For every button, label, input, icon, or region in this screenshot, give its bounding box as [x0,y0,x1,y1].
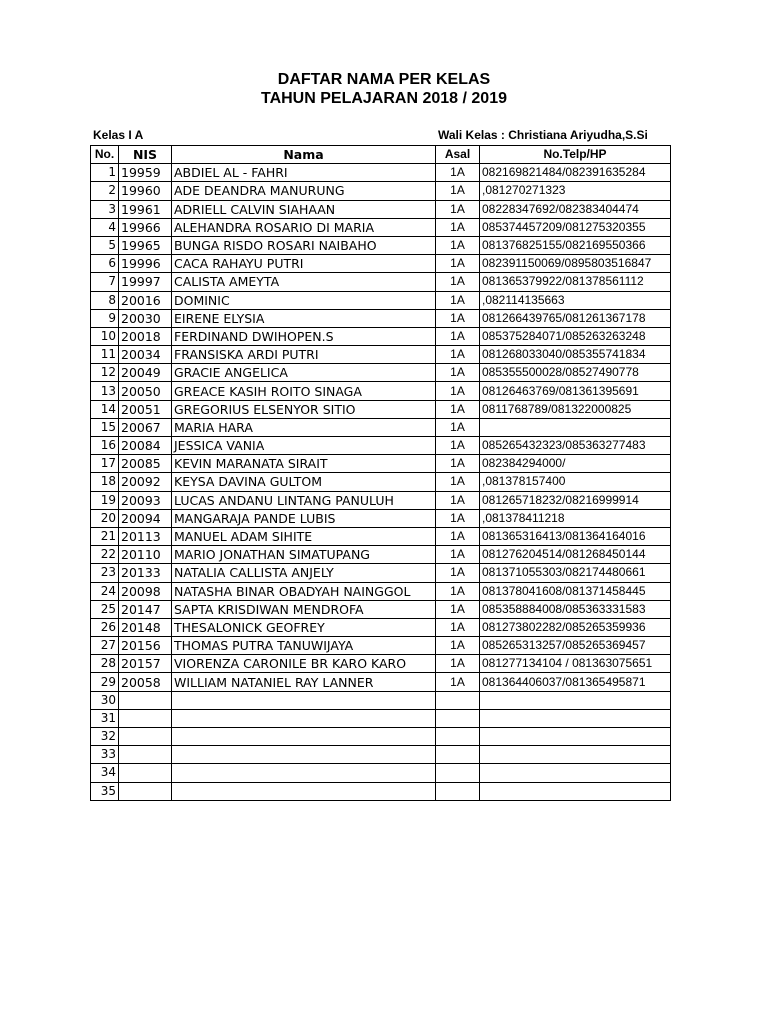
cell-asal: 1A [436,437,480,455]
cell-no: 11 [91,346,119,364]
table-row [91,418,671,436]
cell-asal: 1A [436,564,480,582]
cell-nama: MARIO JONATHAN SIMATUPANG [172,546,436,564]
cell-nama [172,782,436,800]
cell-nis: 20051 [119,400,172,418]
cell-nama: DOMINIC [172,291,436,309]
table-row [91,564,671,582]
table-row [91,527,671,545]
table-row [91,491,671,509]
cell-telp: 082391150069/0895803516847 [480,255,671,273]
cell-telp: 081364406037/081365495871 [480,673,671,691]
cell-asal: 1A [436,618,480,636]
cell-nis: 19997 [119,273,172,291]
cell-no: 25 [91,600,119,618]
cell-telp: 085374457209/081275320355 [480,218,671,236]
cell-asal: 1A [436,382,480,400]
cell-nis: 20113 [119,527,172,545]
cell-asal [436,764,480,782]
document-subtitle: TAHUN PELAJARAN 2018 / 2019 [260,90,507,107]
table-row [91,273,671,291]
cell-asal: 1A [436,327,480,345]
cell-nama [172,709,436,727]
cell-nis: 20133 [119,564,172,582]
cell-asal: 1A [436,637,480,655]
cell-nama: CALISTA AMEYTA [172,273,436,291]
cell-telp: 082169821484/082391635284 [480,164,671,182]
cell-no: 16 [91,437,119,455]
cell-asal [436,782,480,800]
cell-telp: 081266439765/081261367178 [480,309,671,327]
cell-asal: 1A [436,218,480,236]
cell-asal: 1A [436,600,480,618]
cell-nis: 20030 [119,309,172,327]
column-header-nama: Nama [172,146,436,164]
cell-nama: THESALONICK GEOFREY [172,618,436,636]
cell-nis: 20093 [119,491,172,509]
cell-telp: 081376825155/082169550366 [480,236,671,254]
cell-telp: 081265718232/08216999914 [480,491,671,509]
cell-asal: 1A [436,236,480,254]
table-row [91,182,671,200]
cell-nis: 20067 [119,418,172,436]
table-row [91,473,671,491]
cell-nis: 19959 [119,164,172,182]
cell-asal: 1A [436,182,480,200]
cell-nis: 20016 [119,291,172,309]
table-row [91,236,671,254]
cell-nama [172,746,436,764]
class-label: Kelas I A [93,128,144,142]
cell-nis: 20034 [119,346,172,364]
table-row [91,691,671,709]
table-row [91,382,671,400]
cell-asal: 1A [436,255,480,273]
cell-nama: SAPTA KRISDIWAN MENDROFA [172,600,436,618]
table-row [91,728,671,746]
cell-asal: 1A [436,291,480,309]
cell-telp [480,418,671,436]
table-row [91,164,671,182]
column-header-asal: Asal [436,146,480,164]
cell-nis: 20085 [119,455,172,473]
cell-no: 18 [91,473,119,491]
cell-no: 6 [91,255,119,273]
cell-asal [436,746,480,764]
table-row [91,637,671,655]
table-header-row [91,146,671,164]
cell-asal: 1A [436,364,480,382]
cell-nama: ADE DEANDRA MANURUNG [172,182,436,200]
cell-nis: 20058 [119,673,172,691]
table-row [91,600,671,618]
table-row [91,673,671,691]
table-row [91,655,671,673]
cell-nama: GRACIE ANGELICA [172,364,436,382]
cell-no: 5 [91,236,119,254]
cell-asal: 1A [436,273,480,291]
cell-asal [436,691,480,709]
cell-nama: KEVIN MARANATA SIRAIT [172,455,436,473]
cell-nis: 20098 [119,582,172,600]
table-row [91,618,671,636]
cell-no: 23 [91,564,119,582]
cell-asal: 1A [436,164,480,182]
cell-nis: 20084 [119,437,172,455]
cell-telp: 081365316413/081364164016 [480,527,671,545]
cell-nis: 20092 [119,473,172,491]
cell-telp: ,081378411218 [480,509,671,527]
cell-nama: BUNGA RISDO ROSARI NAIBAHO [172,236,436,254]
cell-nis: 19965 [119,236,172,254]
cell-telp: 085375284071/085263263248 [480,327,671,345]
cell-no: 24 [91,582,119,600]
cell-no: 4 [91,218,119,236]
cell-no: 2 [91,182,119,200]
cell-telp: 081371055303/082174480661 [480,564,671,582]
cell-telp: 082384294000/ [480,455,671,473]
cell-asal: 1A [436,673,480,691]
homeroom-teacher-label: Wali Kelas : Christiana Ariyudha,S.Si [438,128,648,142]
cell-no: 19 [91,491,119,509]
cell-nama: CACA RAHAYU PUTRI [172,255,436,273]
cell-telp: 081378041608/081371458445 [480,582,671,600]
cell-nis [119,709,172,727]
cell-nama [172,691,436,709]
cell-telp: 081277134104 / 081363075651 [480,655,671,673]
cell-nis: 20148 [119,618,172,636]
cell-telp: 0811768789/081322000825 [480,400,671,418]
table-row [91,200,671,218]
cell-nama: EIRENE ELYSIA [172,309,436,327]
cell-asal [436,728,480,746]
cell-nama: MANUEL ADAM SIHITE [172,527,436,545]
cell-asal: 1A [436,309,480,327]
cell-asal: 1A [436,491,480,509]
table-row [91,400,671,418]
table-body [91,164,671,801]
cell-nama: FRANSISKA ARDI PUTRI [172,346,436,364]
cell-telp: 08228347692/082383404474 [480,200,671,218]
cell-nis [119,691,172,709]
cell-asal: 1A [436,346,480,364]
table-row [91,782,671,800]
cell-nis [119,764,172,782]
table-row [91,364,671,382]
cell-no: 10 [91,327,119,345]
cell-telp: 085265313257/085265369457 [480,637,671,655]
cell-no: 28 [91,655,119,673]
table-row [91,509,671,527]
cell-nama: LUCAS ANDANU LINTANG PANULUH [172,491,436,509]
cell-telp: 08126463769/081361395691 [480,382,671,400]
table-row [91,309,671,327]
cell-no: 26 [91,618,119,636]
cell-no: 13 [91,382,119,400]
cell-telp [480,782,671,800]
cell-no: 9 [91,309,119,327]
table-row [91,437,671,455]
cell-nis: 20147 [119,600,172,618]
cell-nama: JESSICA VANIA [172,437,436,455]
cell-asal: 1A [436,527,480,545]
cell-nama: VIORENZA CARONILE BR KARO KARO [172,655,436,673]
cell-nama: FERDINAND DWIHOPEN.S [172,327,436,345]
cell-no: 21 [91,527,119,545]
cell-no: 35 [91,782,119,800]
column-header-telp: No.Telp/HP [480,146,671,164]
cell-nis: 19961 [119,200,172,218]
cell-telp: ,081270271323 [480,182,671,200]
cell-nama: ADRIELL CALVIN SIAHAAN [172,200,436,218]
document-title: DAFTAR NAMA PER KELAS [277,71,491,88]
table-row [91,709,671,727]
cell-no: 14 [91,400,119,418]
cell-telp [480,728,671,746]
cell-nis: 19960 [119,182,172,200]
cell-asal: 1A [436,509,480,527]
cell-telp: 081268033040/085355741834 [480,346,671,364]
cell-nis [119,746,172,764]
table-row [91,746,671,764]
cell-telp [480,746,671,764]
cell-asal: 1A [436,200,480,218]
cell-nama: KEYSA DAVINA GULTOM [172,473,436,491]
cell-nis: 20018 [119,327,172,345]
cell-no: 3 [91,200,119,218]
cell-telp: ,081378157400 [480,473,671,491]
cell-no: 33 [91,746,119,764]
cell-telp [480,709,671,727]
cell-nis: 19966 [119,218,172,236]
cell-asal: 1A [436,546,480,564]
cell-no: 31 [91,709,119,727]
cell-nis [119,782,172,800]
column-header-no: No. [91,146,119,164]
cell-telp: 085355500028/08527490778 [480,364,671,382]
cell-nama [172,728,436,746]
cell-no: 27 [91,637,119,655]
cell-telp: 085265432323/085363277483 [480,437,671,455]
cell-nama: NATASHA BINAR OBADYAH NAINGGOL [172,582,436,600]
cell-telp: 081276204514/081268450144 [480,546,671,564]
cell-nama: THOMAS PUTRA TANUWIJAYA [172,637,436,655]
cell-no: 12 [91,364,119,382]
cell-no: 29 [91,673,119,691]
cell-asal: 1A [436,400,480,418]
cell-asal: 1A [436,655,480,673]
cell-telp [480,691,671,709]
cell-asal: 1A [436,473,480,491]
cell-no: 20 [91,509,119,527]
table-row [91,327,671,345]
cell-telp: 085358884008/085363331583 [480,600,671,618]
cell-telp [480,764,671,782]
cell-nama: MANGARAJA PANDE LUBIS [172,509,436,527]
cell-nama: NATALIA CALLISTA ANJELY [172,564,436,582]
cell-asal [436,709,480,727]
table-row [91,291,671,309]
cell-nama: ABDIEL AL - FAHRI [172,164,436,182]
cell-nama: WILLIAM NATANIEL RAY LANNER [172,673,436,691]
table-row [91,346,671,364]
cell-nama: MARIA HARA [172,418,436,436]
table-row [91,255,671,273]
cell-nis: 20050 [119,382,172,400]
cell-nis: 20156 [119,637,172,655]
cell-nama: ALEHANDRA ROSARIO DI MARIA [172,218,436,236]
cell-no: 32 [91,728,119,746]
cell-no: 30 [91,691,119,709]
cell-no: 22 [91,546,119,564]
cell-asal: 1A [436,582,480,600]
cell-no: 1 [91,164,119,182]
cell-nama [172,764,436,782]
cell-asal: 1A [436,418,480,436]
cell-nis: 20110 [119,546,172,564]
cell-nis: 19996 [119,255,172,273]
cell-telp: 081273802282/085265359936 [480,618,671,636]
column-header-nis: NIS [119,146,172,164]
table-row [91,764,671,782]
cell-nis [119,728,172,746]
cell-nis: 20094 [119,509,172,527]
cell-nis: 20157 [119,655,172,673]
table-row [91,218,671,236]
cell-telp: ,082114135663 [480,291,671,309]
cell-no: 17 [91,455,119,473]
cell-nis: 20049 [119,364,172,382]
cell-no: 7 [91,273,119,291]
table-row [91,582,671,600]
cell-no: 34 [91,764,119,782]
cell-telp: 081365379922/081378561112 [480,273,671,291]
cell-nama: GREACE KASIH ROITO SINAGA [172,382,436,400]
cell-no: 15 [91,418,119,436]
cell-asal: 1A [436,455,480,473]
cell-no: 8 [91,291,119,309]
cell-nama: GREGORIUS ELSENYOR SITIO [172,400,436,418]
student-roster-table [90,145,671,801]
table-row [91,455,671,473]
table-row [91,546,671,564]
